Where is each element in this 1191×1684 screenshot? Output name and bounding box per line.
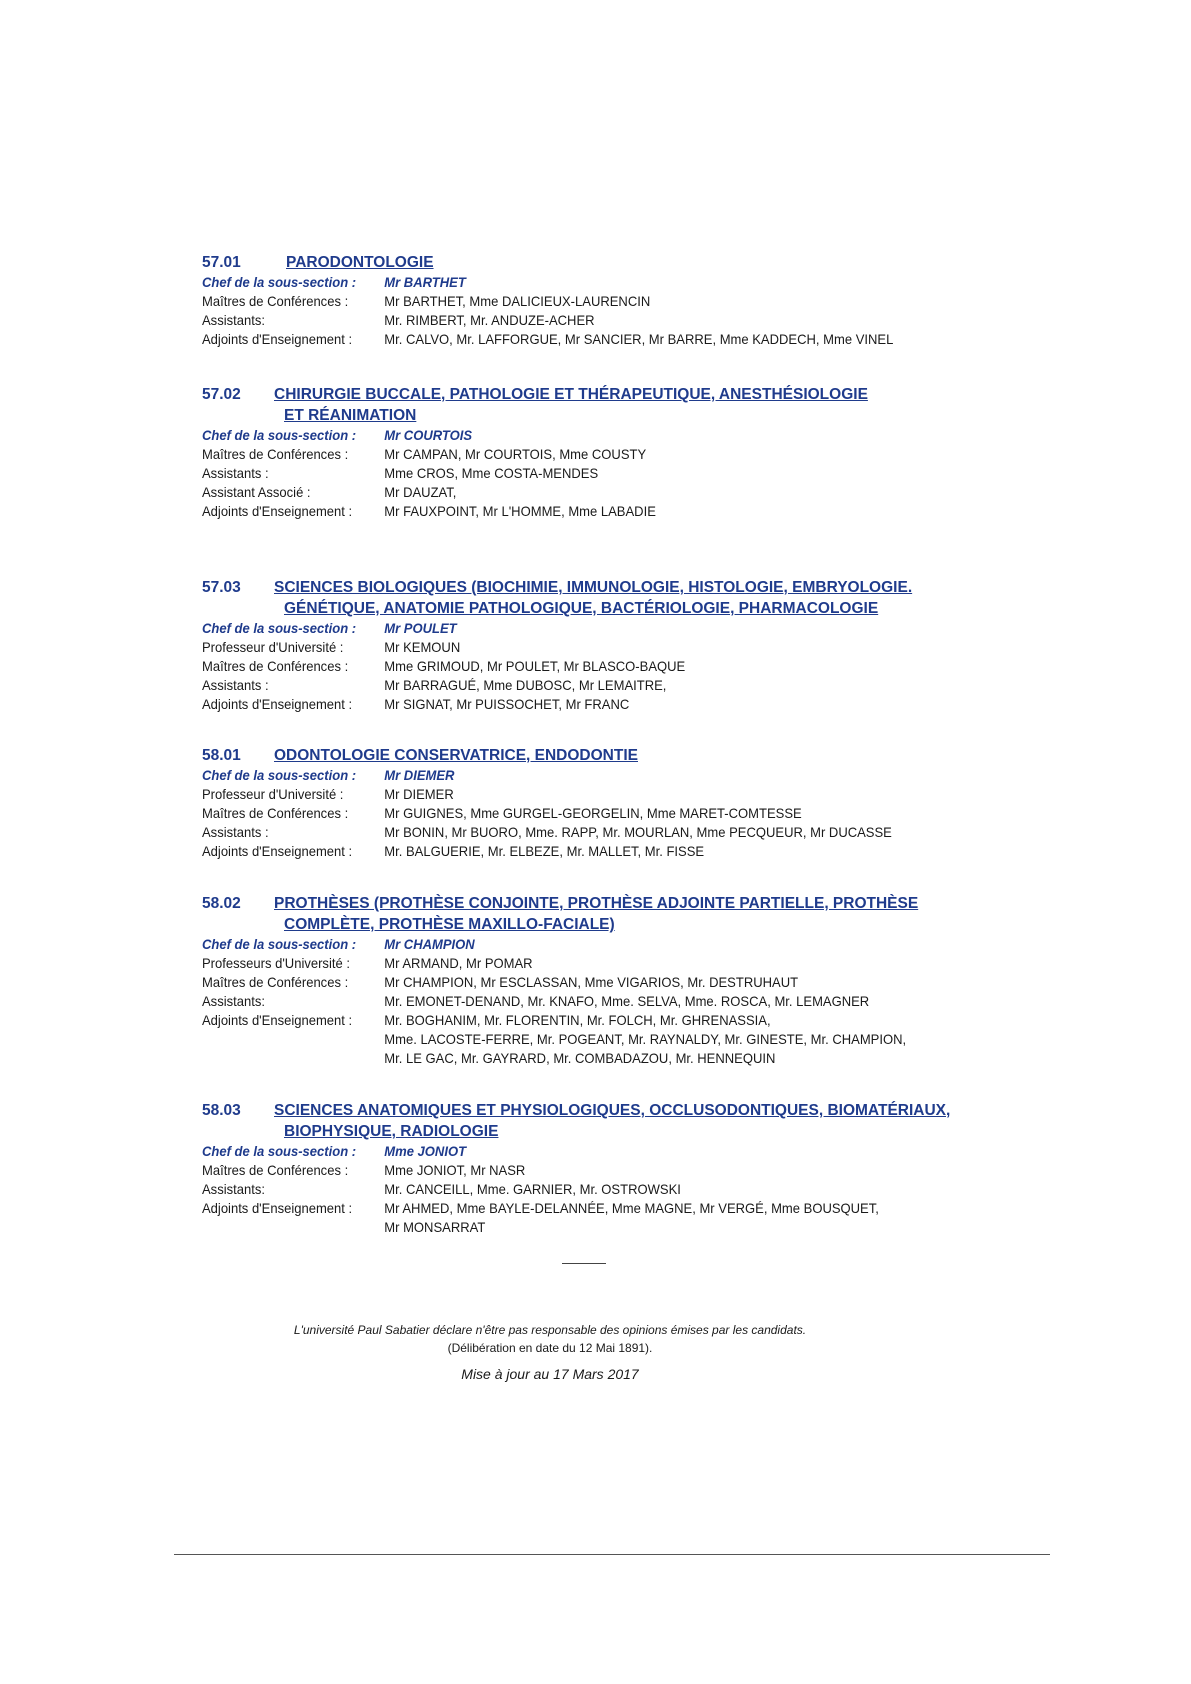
role-label: Professeur d'Université : bbox=[202, 639, 344, 655]
staff-row bbox=[202, 823, 927, 842]
staff-row bbox=[202, 1011, 927, 1030]
chef-row bbox=[202, 273, 927, 292]
chef-label: Chef de la sous-section : bbox=[202, 767, 357, 783]
role-label: Assistants: bbox=[202, 993, 265, 1009]
role-label: Adjoints d'Enseignement : bbox=[202, 696, 353, 712]
role-label: Adjoints d'Enseignement : bbox=[202, 503, 353, 519]
chef-label: Chef de la sous-section : bbox=[202, 427, 357, 443]
subsection-code: 57.02 bbox=[202, 386, 241, 403]
staff-names: Mme. LACOSTE-FERRE, Mr. POGEANT, Mr. RAYNALDY, Mr. GINESTE, Mr. CHAMPION, bbox=[384, 1031, 907, 1047]
subsection-title: COMPLÈTE, PROTHÈSE MAXILLO-FACIALE) bbox=[284, 916, 615, 933]
staff-names: Mme GRIMOUD, Mr POULET, Mr BLASCO-BAQUE bbox=[384, 658, 686, 674]
role-label: Adjoints d'Enseignement : bbox=[202, 1012, 353, 1028]
role-label: Maîtres de Conférences : bbox=[202, 974, 349, 990]
staff-names: Mr. CANCEILL, Mme. GARNIER, Mr. OSTROWSKI bbox=[384, 1181, 681, 1197]
chef-value: Mr DIEMER bbox=[384, 767, 455, 783]
chef-label: Chef de la sous-section : bbox=[202, 936, 357, 952]
role-label: Assistants: bbox=[202, 312, 265, 328]
chef-label: Chef de la sous-section : bbox=[202, 620, 357, 636]
role-label bbox=[202, 1030, 384, 1049]
staff-names: Mr DIEMER bbox=[384, 786, 454, 802]
subsection-title: BIOPHYSIQUE, RADIOLOGIE bbox=[284, 1123, 499, 1140]
subsection-code: 57.01 bbox=[202, 254, 241, 271]
staff-names: Mr MONSARRAT bbox=[384, 1219, 486, 1235]
staff-row bbox=[202, 483, 927, 502]
role-label: Assistants : bbox=[202, 677, 269, 693]
subsection-code bbox=[202, 914, 274, 935]
subsection-heading bbox=[202, 577, 982, 598]
staff-row bbox=[202, 1049, 927, 1068]
staff-row bbox=[202, 973, 927, 992]
chef-row bbox=[202, 1142, 927, 1161]
subsection-57-03 bbox=[202, 577, 982, 714]
role-label: Adjoints d'Enseignement : bbox=[202, 1200, 353, 1216]
role-label: Maîtres de Conférences : bbox=[202, 805, 349, 821]
subsection-title: ET RÉANIMATION bbox=[284, 407, 417, 424]
staff-row bbox=[202, 657, 927, 676]
staff-names: Mr KEMOUN bbox=[384, 639, 461, 655]
staff-row bbox=[202, 502, 927, 521]
chef-label: Chef de la sous-section : bbox=[202, 1143, 357, 1159]
staff-names: Mr SIGNAT, Mr PUISSOCHET, Mr FRANC bbox=[384, 696, 630, 712]
staff-names: Mme CROS, Mme COSTA-MENDES bbox=[384, 465, 599, 481]
staff-names: Mr. CALVO, Mr. LAFFORGUE, Mr SANCIER, Mr BARRE, Mme KADDECH, Mme VINEL bbox=[384, 331, 894, 347]
staff-names: Mr BARTHET, Mme DALICIEUX-LAURENCIN bbox=[384, 293, 651, 309]
subsection-heading bbox=[202, 893, 982, 914]
role-label: Maîtres de Conférences : bbox=[202, 293, 349, 309]
subsection-title: SCIENCES ANATOMIQUES ET PHYSIOLOGIQUES, OCCLUSODONTIQUES, BIOMATÉRIAUX, bbox=[274, 1102, 951, 1119]
staff-names: Mr CAMPAN, Mr COURTOIS, Mme COUSTY bbox=[384, 446, 647, 462]
chef-row bbox=[202, 766, 927, 785]
role-label: Adjoints d'Enseignement : bbox=[202, 843, 353, 859]
staff-row bbox=[202, 445, 927, 464]
subsection-heading bbox=[202, 914, 982, 935]
staff-row bbox=[202, 842, 927, 861]
role-label: Assistants: bbox=[202, 1181, 265, 1197]
subsection-code bbox=[202, 598, 274, 619]
staff-row bbox=[202, 1161, 927, 1180]
staff-row bbox=[202, 464, 927, 483]
staff-row bbox=[202, 638, 927, 657]
staff-row bbox=[202, 676, 927, 695]
staff-row bbox=[202, 785, 927, 804]
staff-names: Mr CHAMPION, Mr ESCLASSAN, Mme VIGARIOS, Mr. DESTRUHAUT bbox=[384, 974, 799, 990]
staff-row bbox=[202, 1199, 927, 1218]
role-label: Professeur d'Université : bbox=[202, 786, 344, 802]
subsection-heading bbox=[202, 1100, 982, 1121]
subsection-heading bbox=[202, 384, 982, 405]
chef-value: Mr BARTHET bbox=[384, 274, 466, 290]
subsection-heading bbox=[202, 1121, 982, 1142]
subsection-code bbox=[202, 405, 274, 426]
subsection-title: CHIRURGIE BUCCALE, PATHOLOGIE ET THÉRAPEUTIQUE, ANESTHÉSIOLOGIE bbox=[274, 386, 868, 403]
staff-names: Mr AHMED, Mme BAYLE-DELANNÉE, Mme MAGNE, Mr VERGÉ, Mme BOUSQUET, bbox=[384, 1200, 879, 1216]
subsection-heading bbox=[202, 598, 982, 619]
role-label: Assistant Associé : bbox=[202, 484, 311, 500]
staff-names: Mr GUIGNES, Mme GURGEL-GEORGELIN, Mme MARET-COMTESSE bbox=[384, 805, 802, 821]
staff-names: Mr. BOGHANIM, Mr. FLORENTIN, Mr. FOLCH, Mr. GHRENASSIA, bbox=[384, 1012, 771, 1028]
staff-names: Mr FAUXPOINT, Mr L'HOMME, Mme LABADIE bbox=[384, 503, 656, 519]
subsection-58-03 bbox=[202, 1100, 982, 1237]
subsection-code: 58.02 bbox=[202, 895, 241, 912]
staff-row bbox=[202, 992, 927, 1011]
chef-value: Mr CHAMPION bbox=[384, 936, 475, 952]
subsection-title: SCIENCES BIOLOGIQUES (BIOCHIMIE, IMMUNOLOGIE, HISTOLOGIE, EMBRYOLOGIE. bbox=[274, 579, 913, 596]
subsection-58-02 bbox=[202, 893, 982, 1068]
staff-row bbox=[202, 954, 927, 973]
staff-row bbox=[202, 1030, 927, 1049]
role-label bbox=[202, 1049, 384, 1068]
staff-row bbox=[202, 804, 927, 823]
subsection-57-02 bbox=[202, 384, 982, 521]
chef-row bbox=[202, 935, 927, 954]
chef-row bbox=[202, 619, 927, 638]
subsection-heading bbox=[202, 745, 982, 766]
staff-names: Mr. RIMBERT, Mr. ANDUZE-ACHER bbox=[384, 312, 595, 328]
staff-names: Mme JONIOT, Mr NASR bbox=[384, 1162, 526, 1178]
subsection-code: 57.03 bbox=[202, 579, 241, 596]
subsection-title: ODONTOLOGIE CONSERVATRICE, ENDODONTIE bbox=[274, 747, 638, 764]
chef-label: Chef de la sous-section : bbox=[202, 274, 357, 290]
bottom-rule bbox=[174, 1554, 1050, 1555]
role-label: Adjoints d'Enseignement : bbox=[202, 331, 353, 347]
subsection-code bbox=[202, 1121, 274, 1142]
separator-line bbox=[562, 1263, 606, 1264]
role-label bbox=[202, 1218, 384, 1237]
subsection-heading bbox=[202, 405, 982, 426]
chef-row bbox=[202, 426, 927, 445]
staff-row bbox=[202, 1218, 927, 1237]
staff-names: Mr. LE GAC, Mr. GAYRARD, Mr. COMBADAZOU, Mr. HENNEQUIN bbox=[384, 1050, 776, 1066]
chef-value: Mr POULET bbox=[384, 620, 457, 636]
staff-row bbox=[202, 695, 927, 714]
staff-row bbox=[202, 292, 927, 311]
role-label: Assistants : bbox=[202, 824, 269, 840]
subsection-code: 58.03 bbox=[202, 1102, 241, 1119]
subsection-57-01 bbox=[202, 252, 982, 349]
subsection-heading bbox=[202, 252, 982, 273]
role-label: Maîtres de Conférences : bbox=[202, 658, 349, 674]
staff-row bbox=[202, 330, 927, 349]
staff-names: Mr ARMAND, Mr POMAR bbox=[384, 955, 533, 971]
footer-disclaimer: L'université Paul Sabatier déclare n'être pas responsable des opinions émises par les candidats. bbox=[293, 1323, 807, 1337]
staff-names: Mr DAUZAT, bbox=[384, 484, 457, 500]
role-label: Maîtres de Conférences : bbox=[202, 446, 349, 462]
staff-row bbox=[202, 311, 927, 330]
staff-names: Mr BARRAGUÉ, Mme DUBOSC, Mr LEMAITRE, bbox=[384, 677, 667, 693]
subsection-code: 58.01 bbox=[202, 747, 241, 764]
staff-names: Mr. BALGUERIE, Mr. ELBEZE, Mr. MALLET, Mr. FISSE bbox=[384, 843, 705, 859]
footer-deliberation: (Délibération en date du 12 Mai 1891). bbox=[447, 1341, 653, 1355]
subsection-58-01 bbox=[202, 745, 982, 861]
update-date: Mise à jour au 17 Mars 2017 bbox=[461, 1366, 639, 1382]
staff-names: Mr BONIN, Mr BUORO, Mme. RAPP, Mr. MOURLAN, Mme PECQUEUR, Mr DUCASSE bbox=[384, 824, 892, 840]
role-label: Professeurs d'Université : bbox=[202, 955, 350, 971]
staff-names: Mr. EMONET-DENAND, Mr. KNAFO, Mme. SELVA, Mme. ROSCA, Mr. LEMAGNER bbox=[384, 993, 870, 1009]
role-label: Maîtres de Conférences : bbox=[202, 1162, 349, 1178]
role-label: Assistants : bbox=[202, 465, 269, 481]
chef-value: Mme JONIOT bbox=[384, 1143, 467, 1159]
subsection-title: GÉNÉTIQUE, ANATOMIE PATHOLOGIQUE, BACTÉRIOLOGIE, PHARMACOLOGIE bbox=[284, 600, 879, 617]
subsection-title: PROTHÈSES (PROTHÈSE CONJOINTE, PROTHÈSE ADJOINTE PARTIELLE, PROTHÈSE bbox=[274, 895, 919, 912]
staff-row bbox=[202, 1180, 927, 1199]
chef-value: Mr COURTOIS bbox=[384, 427, 473, 443]
subsection-title: PARODONTOLOGIE bbox=[286, 254, 434, 271]
